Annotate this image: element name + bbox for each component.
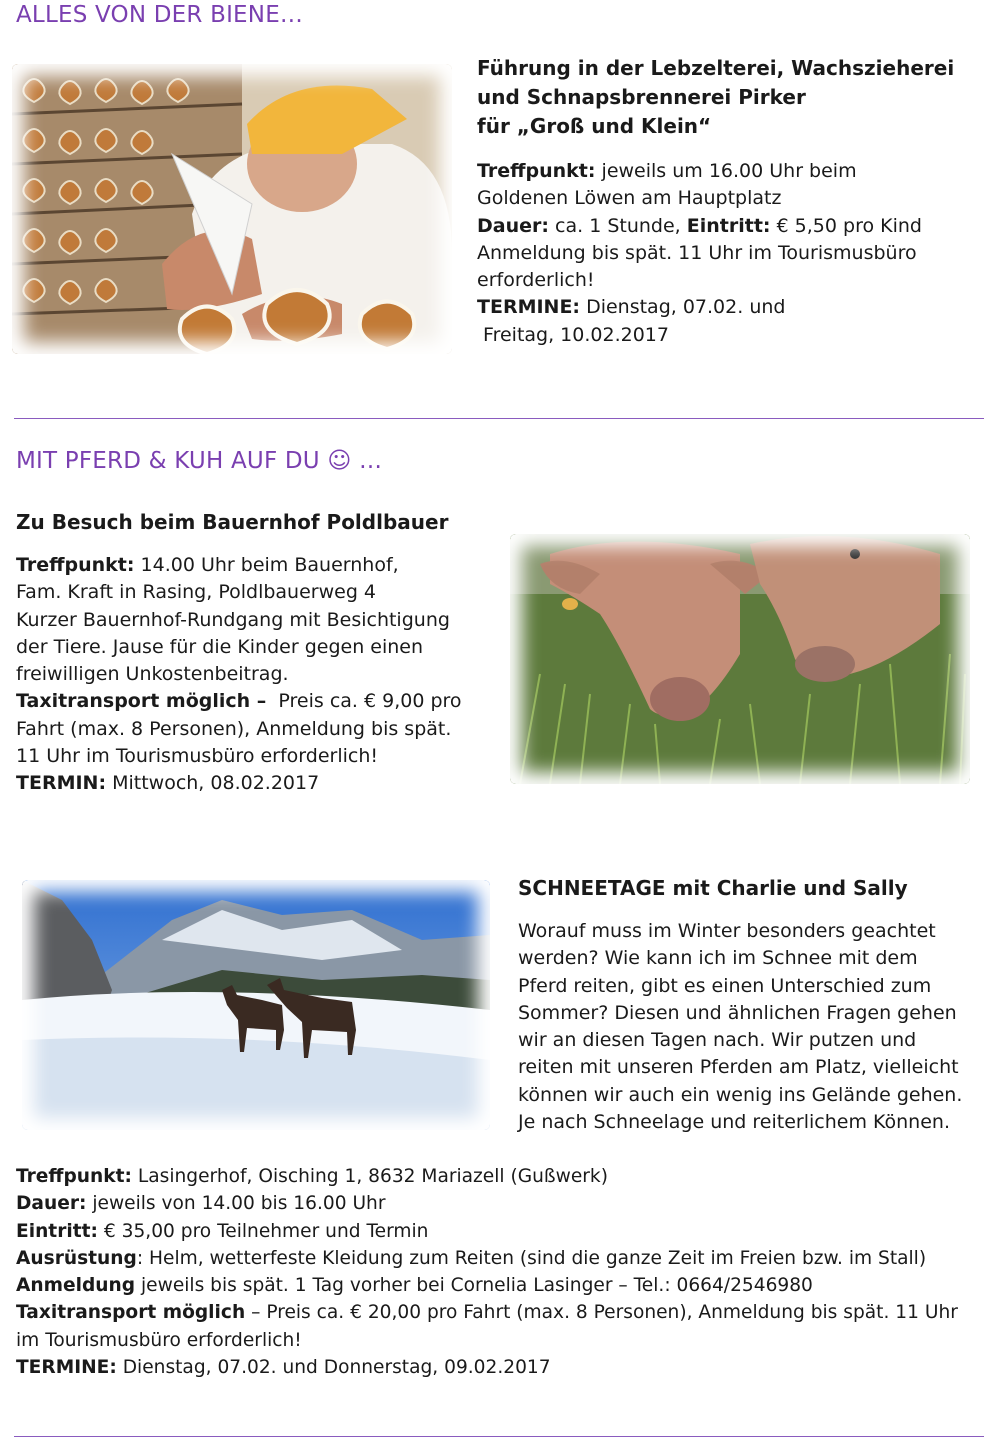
section3-desc-line: Sommer? Diesen und ähnlichen Fragen gehen bbox=[518, 1001, 957, 1024]
section3-title: SCHNEETAGE mit Charlie und Sally bbox=[518, 876, 908, 900]
section3-detail-line: Taxitransport möglich – Preis ca. € 20,00 pro Fahrt (max. 8 Personen), Anmeldung bis spät. 11 Uhr bbox=[16, 1302, 958, 1324]
section1-info bbox=[477, 158, 922, 349]
section2-line: 11 Uhr im Tourismusbüro erforderlich! bbox=[16, 745, 379, 768]
section3-desc-line: reiten mit unseren Pferden am Platz, vielleicht bbox=[518, 1056, 959, 1079]
section2-info bbox=[16, 552, 462, 798]
photo-horses-snow bbox=[22, 880, 490, 1130]
section2-line: Fahrt (max. 8 Personen), Anmeldung bis spät. bbox=[16, 717, 452, 740]
section1-title-line-3: für „Groß und Klein“ bbox=[477, 114, 712, 138]
section2-line: Taxitransport möglich – Preis ca. € 9,00 pro bbox=[16, 690, 462, 713]
section3-detail-line: TERMINE: Dienstag, 07.02. und Donnerstag, 09.02.2017 bbox=[16, 1357, 551, 1379]
divider bbox=[14, 1436, 984, 1437]
section2-line: der Tiere. Jause für die Kinder gegen einen bbox=[16, 635, 424, 658]
section1-line: Treffpunkt: jeweils um 16.00 Uhr beim bbox=[477, 160, 857, 182]
section2-line: Kurzer Bauernhof-Rundgang mit Besichtigung bbox=[16, 608, 450, 631]
section1-line: Goldenen Löwen am Hauptplatz bbox=[477, 187, 782, 210]
section2-line: freiwilligen Unkostenbeitrag. bbox=[16, 663, 289, 686]
section3-detail-line: Eintritt: € 35,00 pro Teilnehmer und Termin bbox=[16, 1220, 429, 1242]
section-heading-biene: ALLES VON DER BIENE… bbox=[16, 2, 304, 28]
section2-title: Zu Besuch beim Bauernhof Poldlbauer bbox=[16, 510, 449, 534]
section3-detail-line: im Tourismusbüro erforderlich! bbox=[16, 1329, 302, 1351]
photo-gingerbread-baker bbox=[12, 64, 452, 354]
section3-desc-line: werden? Wie kann ich im Schnee mit dem bbox=[518, 947, 918, 970]
section2-line: TERMIN: Mittwoch, 08.02.2017 bbox=[16, 772, 320, 795]
section1-title-line-1: Führung in der Lebzelterei, Wachszieherei bbox=[477, 56, 955, 80]
section3-desc-line: können wir auch ein wenig ins Gelände gehen. bbox=[518, 1083, 963, 1106]
section1-line: Freitag, 10.02.2017 bbox=[477, 323, 669, 346]
section1-line: erforderlich! bbox=[477, 269, 595, 292]
section3-description bbox=[518, 918, 962, 1136]
section-heading-pferd-kuh: MIT PFERD & KUH AUF DU ☺ … bbox=[16, 448, 383, 474]
section2-line: Treffpunkt: 14.00 Uhr beim Bauernhof, bbox=[16, 554, 399, 576]
section2-line: Fam. Kraft in Rasing, Poldlbauerweg 4 bbox=[16, 581, 377, 604]
section3-desc-line: Pferd reiten, gibt es einen Unterschied zum bbox=[518, 974, 932, 997]
section1-line: TERMINE: Dienstag, 07.02. und bbox=[477, 296, 786, 319]
section1-line: Anmeldung bis spät. 11 Uhr im Tourismusbüro bbox=[477, 241, 917, 264]
section3-desc-line: Je nach Schneelage und reiterlichem Können. bbox=[518, 1111, 950, 1134]
section3-desc-line: wir an diesen Tagen nach. Wir putzen und bbox=[518, 1029, 917, 1052]
section3-detail-line: Dauer: jeweils von 14.00 bis 16.00 Uhr bbox=[16, 1193, 386, 1215]
section3-detail-line: Anmeldung jeweils bis spät. 1 Tag vorher bei Cornelia Lasinger – Tel.: 0664/2546980 bbox=[16, 1275, 813, 1297]
section3-desc-line: Worauf muss im Winter besonders geachtet bbox=[518, 920, 936, 942]
section1-title-line-2: und Schnapsbrennerei Pirker bbox=[477, 85, 806, 109]
section3-details bbox=[16, 1163, 958, 1381]
section1-line: Dauer: ca. 1 Stunde, Eintritt: € 5,50 pro Kind bbox=[477, 214, 922, 237]
divider bbox=[14, 418, 984, 419]
photo-cows-grazing bbox=[510, 534, 970, 784]
section3-detail-line: Ausrüstung: Helm, wetterfeste Kleidung zum Reiten (sind die ganze Zeit im Freien bzw. im Stall) bbox=[16, 1247, 927, 1269]
section3-detail-line: Treffpunkt: Lasingerhof, Oisching 1, 8632 Mariazell (Gußwerk) bbox=[16, 1166, 608, 1187]
